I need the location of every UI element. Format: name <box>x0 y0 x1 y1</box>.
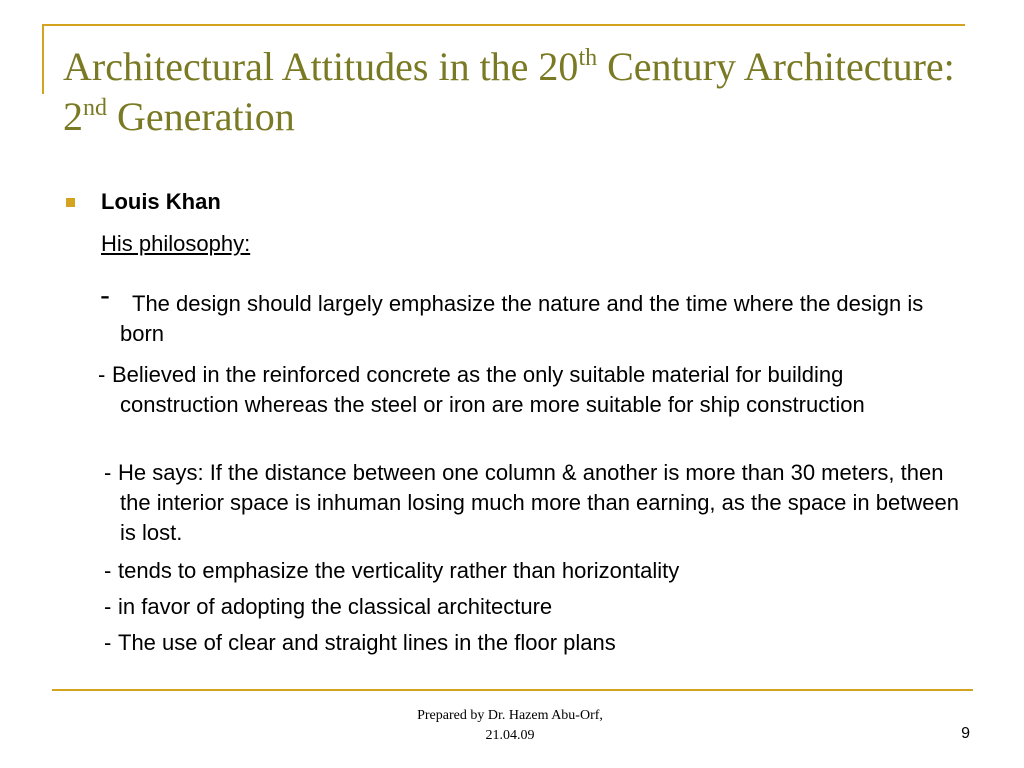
list-item-dash: - <box>100 279 110 312</box>
person-name: Louis Khan <box>101 189 221 214</box>
page-number: 9 <box>961 725 970 742</box>
list-item-dash: - <box>98 362 106 387</box>
list-item <box>104 458 960 548</box>
list-item-text: in favor of adopting the classical architecture <box>118 594 553 619</box>
list-item-text: He says: If the distance between one column & another is more than 30 meters, then the interior space is inhuman losing much more than earning, as the space in between is lost. <box>118 460 959 545</box>
footer-rule <box>52 689 973 691</box>
frame-top-rule <box>42 24 965 26</box>
list-item <box>104 556 960 586</box>
bullet-square-icon <box>66 198 75 207</box>
footer-credit <box>360 706 660 746</box>
list-item-text: tends to emphasize the verticality rather than horizontality <box>118 558 680 583</box>
list-item <box>104 628 960 658</box>
list-item <box>98 360 960 420</box>
list-item <box>104 592 960 622</box>
list-item-dash: - <box>104 630 112 655</box>
list-item-dash: - <box>104 594 112 619</box>
frame-left-rule <box>42 24 44 94</box>
list-item-text: Believed in the reinforced concrete as the only suitable material for building construction whereas the steel or iron are more suitable for ship construction <box>112 362 865 417</box>
list-item-text: The design should largely emphasize the nature and the time where the design is born <box>120 291 924 346</box>
list-item <box>100 279 960 349</box>
list-item-dash: - <box>104 558 112 583</box>
philosophy-heading: His philosophy: <box>101 231 251 256</box>
slide-title: Architectural Attitudes in the 20th Century Architecture: 2nd Generation <box>63 44 955 139</box>
footer-date: 21.04.09 <box>485 728 535 743</box>
list-item-dash: - <box>104 460 112 485</box>
footer-author: Prepared by Dr. Hazem Abu-Orf, <box>417 708 603 723</box>
list-item-text: The use of clear and straight lines in the floor plans <box>118 630 616 655</box>
